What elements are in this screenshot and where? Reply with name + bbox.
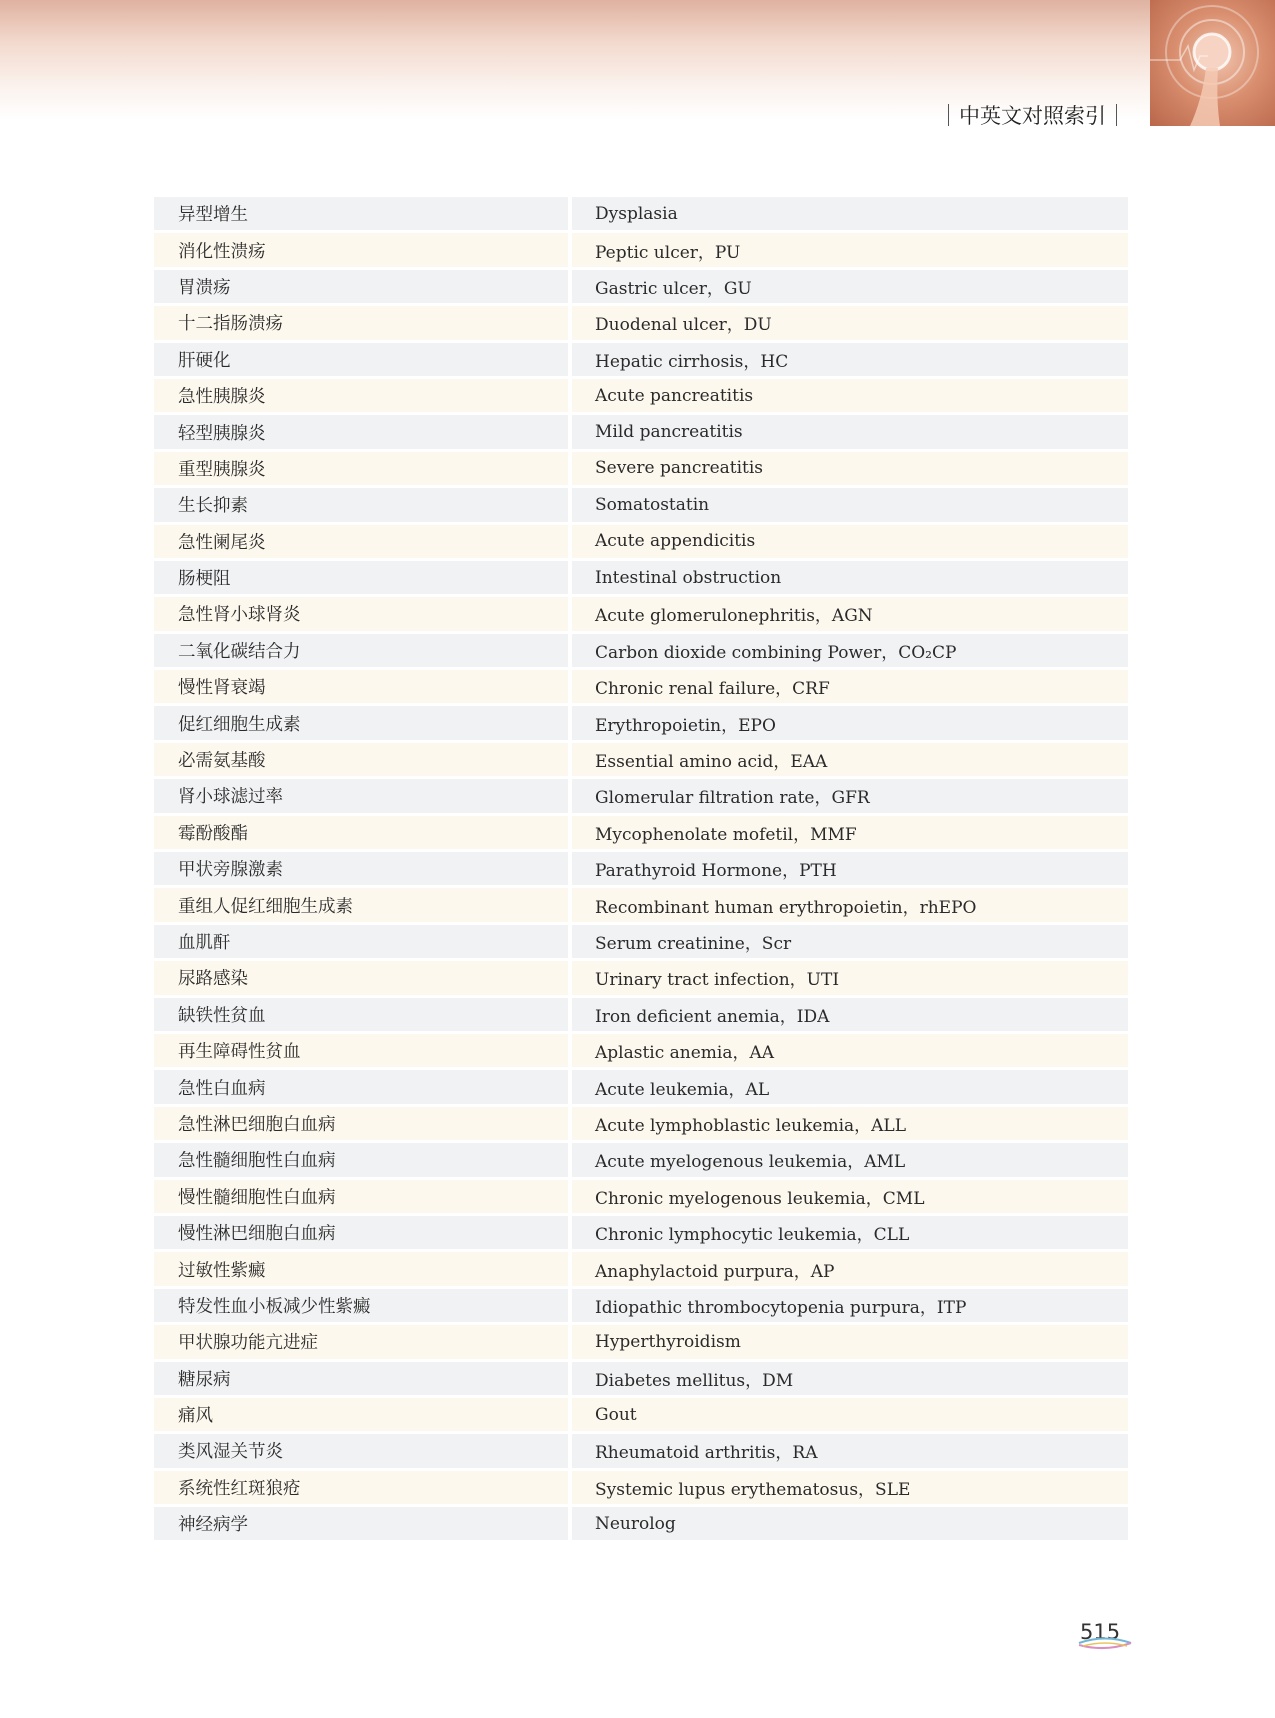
english-term: Aplastic anemia，AA: [572, 1034, 1128, 1067]
english-term: Diabetes mellitus，DM: [572, 1362, 1128, 1395]
table-row: [154, 961, 1128, 994]
table-row: [154, 488, 1128, 521]
english-term: Idiopathic thrombocytopenia purpura，ITP: [572, 1289, 1128, 1322]
chinese-term: 肾小球滤过率: [154, 779, 568, 812]
page-number: 515: [1080, 1620, 1121, 1644]
english-term: Duodenal ulcer，DU: [572, 306, 1128, 339]
chinese-term: 急性肾小球肾炎: [154, 597, 568, 630]
table-row: [154, 1143, 1128, 1176]
table-row: [154, 670, 1128, 703]
english-term: Acute lymphoblastic leukemia，ALL: [572, 1107, 1128, 1140]
english-term: Recombinant human erythropoietin，rhEPO: [572, 888, 1128, 921]
chinese-term: 二氧化碳结合力: [154, 634, 568, 667]
table-row: [154, 925, 1128, 958]
table-row: [154, 706, 1128, 739]
section-title: [938, 100, 1127, 130]
page-number-swirl-icon: [1075, 1634, 1135, 1650]
english-term: Essential amino acid，EAA: [572, 743, 1128, 776]
chinese-term: 十二指肠溃疡: [154, 306, 568, 339]
table-row: [154, 1434, 1128, 1467]
table-row: [154, 1362, 1128, 1395]
title-divider-right: [1116, 104, 1117, 126]
chinese-term: 异型增生: [154, 197, 568, 230]
english-term: Gout: [572, 1398, 1128, 1431]
english-term: Parathyroid Hormone，PTH: [572, 852, 1128, 885]
english-term: Systemic lupus erythematosus，SLE: [572, 1471, 1128, 1504]
chinese-term: 急性白血病: [154, 1070, 568, 1103]
chinese-term: 霉酚酸酯: [154, 816, 568, 849]
table-row: [154, 1216, 1128, 1249]
chinese-term: 轻型胰腺炎: [154, 415, 568, 448]
table-row: [154, 452, 1128, 485]
table-row: [154, 1034, 1128, 1067]
chinese-term: 特发性血小板减少性紫癜: [154, 1289, 568, 1322]
table-row: [154, 415, 1128, 448]
table-row: [154, 343, 1128, 376]
chinese-term: 过敏性紫癜: [154, 1252, 568, 1285]
english-term: Acute pancreatitis: [572, 379, 1128, 412]
english-term: Acute appendicitis: [572, 525, 1128, 558]
chinese-term: 类风湿关节炎: [154, 1434, 568, 1467]
table-row: [154, 1252, 1128, 1285]
chinese-term: 痛风: [154, 1398, 568, 1431]
chinese-term: 急性髓细胞性白血病: [154, 1143, 568, 1176]
title-divider-left: [948, 104, 949, 126]
english-term: Chronic lymphocytic leukemia，CLL: [572, 1216, 1128, 1249]
english-term: Neurolog: [572, 1507, 1128, 1540]
chinese-term: 血肌酐: [154, 925, 568, 958]
english-term: Severe pancreatitis: [572, 452, 1128, 485]
english-term: Acute myelogenous leukemia，AML: [572, 1143, 1128, 1176]
chinese-term: 胃溃疡: [154, 270, 568, 303]
chinese-term: 生长抑素: [154, 488, 568, 521]
table-row: [154, 743, 1128, 776]
english-term: Acute leukemia，AL: [572, 1070, 1128, 1103]
table-row: [154, 634, 1128, 667]
table-row: [154, 1289, 1128, 1322]
table-row: [154, 270, 1128, 303]
table-row: [154, 1070, 1128, 1103]
english-term: Gastric ulcer，GU: [572, 270, 1128, 303]
english-term: Acute glomerulonephritis，AGN: [572, 597, 1128, 630]
english-term: Glomerular filtration rate，GFR: [572, 779, 1128, 812]
stethoscope-photo-icon: [1150, 0, 1275, 126]
chinese-term: 急性阑尾炎: [154, 525, 568, 558]
table-row: [154, 816, 1128, 849]
english-term: Dysplasia: [572, 197, 1128, 230]
chinese-term: 重型胰腺炎: [154, 452, 568, 485]
chinese-term: 急性淋巴细胞白血病: [154, 1107, 568, 1140]
table-row: [154, 597, 1128, 630]
english-term: Anaphylactoid purpura，AP: [572, 1252, 1128, 1285]
english-term: Serum creatinine，Scr: [572, 925, 1128, 958]
table-row: [154, 888, 1128, 921]
english-term: Somatostatin: [572, 488, 1128, 521]
chinese-term: 重组人促红细胞生成素: [154, 888, 568, 921]
table-row: [154, 306, 1128, 339]
chinese-term: 急性胰腺炎: [154, 379, 568, 412]
english-term: Urinary tract infection，UTI: [572, 961, 1128, 994]
table-row: [154, 1180, 1128, 1213]
chinese-term: 糖尿病: [154, 1362, 568, 1395]
table-row: [154, 852, 1128, 885]
table-row: [154, 1107, 1128, 1140]
english-term: Mycophenolate mofetil，MMF: [572, 816, 1128, 849]
chinese-term: 必需氨基酸: [154, 743, 568, 776]
table-row: [154, 197, 1128, 230]
table-row: [154, 561, 1128, 594]
table-row: [154, 233, 1128, 266]
chinese-term: 促红细胞生成素: [154, 706, 568, 739]
chinese-term: 肠梗阻: [154, 561, 568, 594]
english-term: Chronic renal failure，CRF: [572, 670, 1128, 703]
table-row: [154, 1471, 1128, 1504]
english-term: Hepatic cirrhosis，HC: [572, 343, 1128, 376]
english-term: Hyperthyroidism: [572, 1325, 1128, 1358]
table-row: [154, 1325, 1128, 1358]
english-term: Chronic myelogenous leukemia，CML: [572, 1180, 1128, 1213]
table-row: [154, 1507, 1128, 1540]
chinese-term: 神经病学: [154, 1507, 568, 1540]
table-row: [154, 998, 1128, 1031]
table-row: [154, 779, 1128, 812]
section-title-text: 中英文对照索引: [959, 104, 1106, 128]
table-row: [154, 1398, 1128, 1431]
english-term: Peptic ulcer，PU: [572, 233, 1128, 266]
glossary-table: [154, 197, 1128, 1543]
chinese-term: 系统性红斑狼疮: [154, 1471, 568, 1504]
english-term: Erythropoietin，EPO: [572, 706, 1128, 739]
chinese-term: 慢性肾衰竭: [154, 670, 568, 703]
english-term: Iron deficient anemia，IDA: [572, 998, 1128, 1031]
chinese-term: 肝硬化: [154, 343, 568, 376]
chinese-term: 慢性淋巴细胞白血病: [154, 1216, 568, 1249]
chinese-term: 甲状旁腺激素: [154, 852, 568, 885]
english-term: Mild pancreatitis: [572, 415, 1128, 448]
chinese-term: 缺铁性贫血: [154, 998, 568, 1031]
english-term: Carbon dioxide combining Power，CO₂CP: [572, 634, 1128, 667]
chinese-term: 尿路感染: [154, 961, 568, 994]
chinese-term: 慢性髓细胞性白血病: [154, 1180, 568, 1213]
chinese-term: 甲状腺功能亢进症: [154, 1325, 568, 1358]
table-row: [154, 525, 1128, 558]
table-row: [154, 379, 1128, 412]
chinese-term: 再生障碍性贫血: [154, 1034, 568, 1067]
english-term: Intestinal obstruction: [572, 561, 1128, 594]
chinese-term: 消化性溃疡: [154, 233, 568, 266]
english-term: Rheumatoid arthritis，RA: [572, 1434, 1128, 1467]
